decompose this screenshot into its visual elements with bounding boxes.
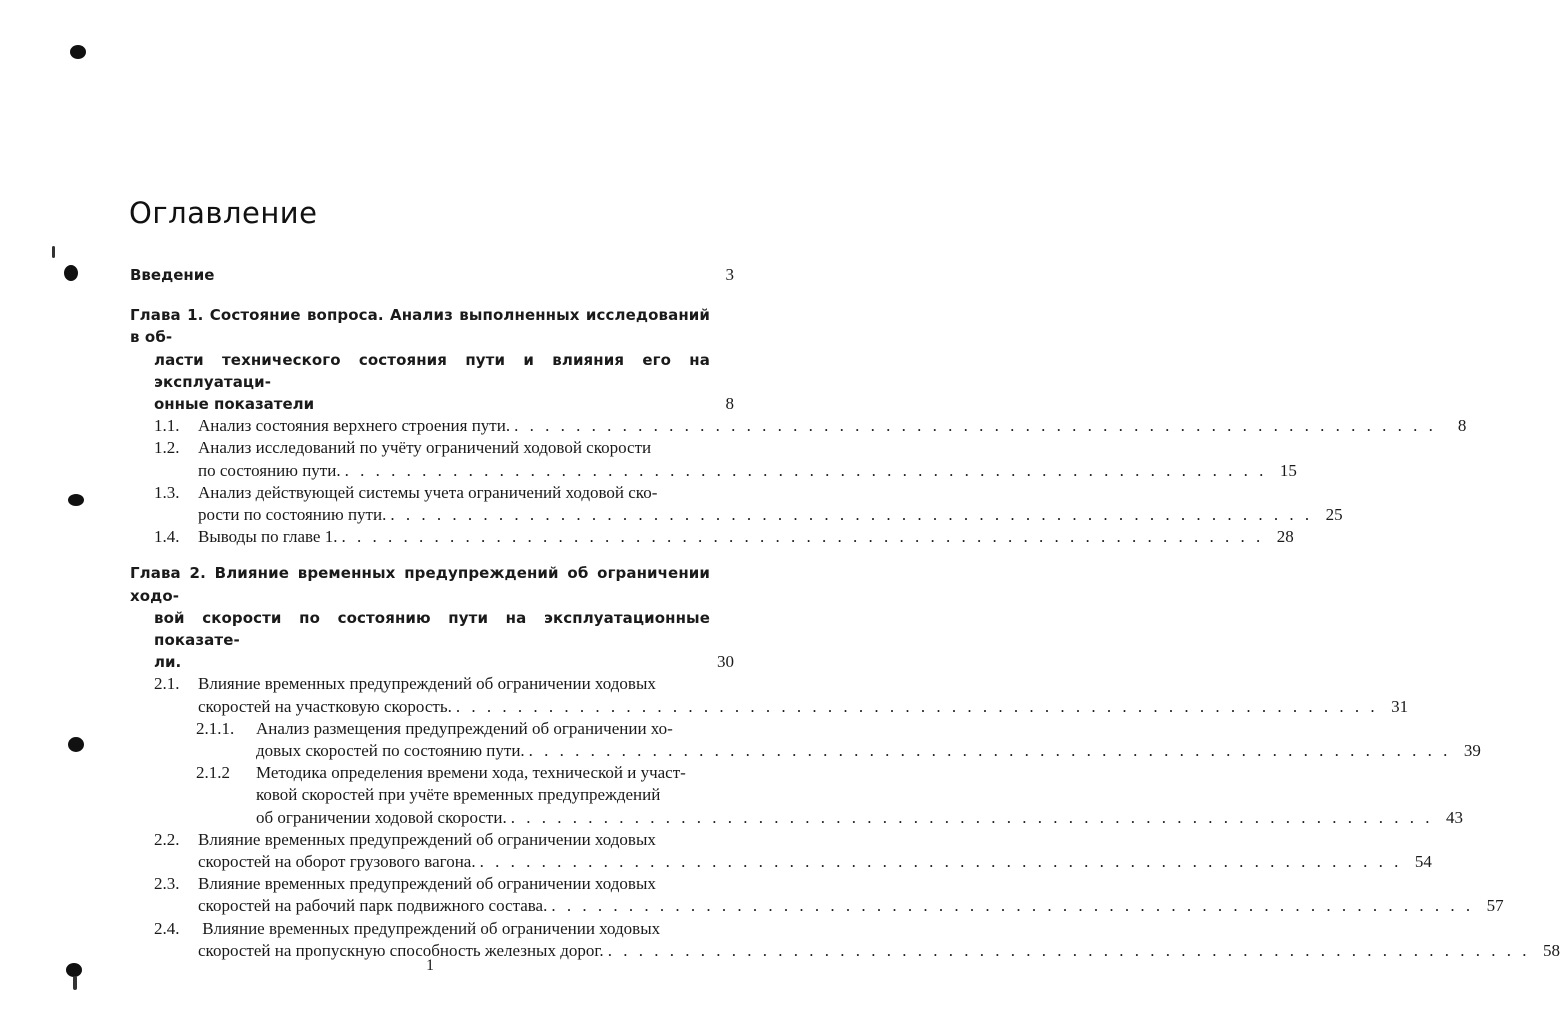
leader-dots xyxy=(345,460,1267,482)
toc-subsection-2-1-2[interactable] xyxy=(130,762,1463,829)
section-number: 2.1.1. xyxy=(196,718,235,738)
page-title: Оглавление xyxy=(129,196,318,230)
toc-page-number: 30 xyxy=(711,651,734,673)
section-title-line: Влияние временных предупреждений об ограничении ходовых xyxy=(198,674,656,694)
section-title-line: Анализ размещения предупреждений об ограничении хо- xyxy=(256,718,673,738)
section-number: 1.2. xyxy=(154,438,180,458)
section-title-line: скоростей на рабочий парк подвижного состава. xyxy=(198,896,548,916)
toc-entry-intro[interactable] xyxy=(130,264,734,286)
toc-page-number: 3 xyxy=(720,264,735,286)
section-title-line: скоростей на участковую скорость. xyxy=(198,696,452,716)
section-number: 2.1.2 xyxy=(196,763,230,783)
section-title-line: ковой скоростей при учёте временных предупреждений xyxy=(256,785,661,805)
toc-page-number: 28 xyxy=(1276,527,1294,547)
chapter-title-text: вой скорости по состоянию пути на эксплуатационные показате- xyxy=(154,608,710,650)
toc-subsection-2-1-1[interactable] xyxy=(130,718,1481,762)
chapter-title-line[interactable] xyxy=(130,393,734,415)
toc-page-number: 31 xyxy=(1391,696,1409,716)
chapter-title-text: ласти технического состояния пути и влияния его на эксплуатаци- xyxy=(154,350,710,391)
toc-section-2-1[interactable] xyxy=(130,673,1409,717)
toc-entry-label: Введение xyxy=(130,266,215,284)
chapter-title-line[interactable] xyxy=(130,651,734,673)
toc-page-number: 8 xyxy=(1457,416,1467,436)
toc-page-number: 8 xyxy=(720,393,735,415)
section-number: 1.4. xyxy=(154,527,180,547)
section-title-line: Методика определения времени хода, технической и участ- xyxy=(256,763,686,783)
toc-section-1-1[interactable] xyxy=(130,415,1467,437)
leader-dots xyxy=(341,526,1263,548)
scan-speck xyxy=(52,246,55,258)
section-title-line: Анализ состояния верхнего строения пути. xyxy=(198,416,511,436)
table-of-contents xyxy=(130,264,1560,962)
toc-chapter-2 xyxy=(130,562,1560,962)
section-number: 2.1. xyxy=(154,674,180,694)
toc-section-2-2[interactable] xyxy=(130,829,1432,873)
toc-page-number: 15 xyxy=(1279,460,1297,480)
leader-dots xyxy=(608,940,1530,962)
toc-page-number: 57 xyxy=(1486,896,1504,916)
section-title-line: Влияние временных предупреждений об ограничении ходовых xyxy=(198,918,661,938)
scan-speck xyxy=(73,976,77,990)
toc-section-2-3[interactable] xyxy=(130,873,1504,917)
section-title-line: об ограничении ходовой скорости. xyxy=(256,807,507,827)
section-number: 2.3. xyxy=(154,874,180,894)
leader-dots xyxy=(514,415,1436,437)
section-title-line: Выводы по главе 1. xyxy=(198,527,338,547)
chapter-title-line[interactable] xyxy=(130,607,734,651)
toc-page-number: 58 xyxy=(1542,940,1560,960)
punch-hole-mark xyxy=(68,494,84,506)
toc-section-2-4[interactable] xyxy=(130,918,1560,962)
leader-dots xyxy=(529,740,1451,762)
punch-hole-mark xyxy=(70,45,86,59)
chapter-title-line[interactable] xyxy=(130,562,734,606)
leader-dots xyxy=(456,696,1378,718)
leader-dots xyxy=(511,807,1433,829)
section-title-line: Влияние временных предупреждений об ограничении ходовых xyxy=(198,829,656,849)
toc-section-1-4[interactable] xyxy=(130,526,1294,548)
section-number: 2.4. xyxy=(154,918,180,938)
chapter-title-text: онные показатели xyxy=(154,395,315,414)
section-number: 2.2. xyxy=(154,829,180,849)
punch-hole-mark xyxy=(66,963,82,977)
section-title-line: рости по состоянию пути. xyxy=(198,505,387,525)
toc-page-number: 39 xyxy=(1463,741,1481,761)
toc-page-number: 25 xyxy=(1325,505,1343,525)
toc-page-number: 43 xyxy=(1445,807,1463,827)
page-number: 1 xyxy=(426,957,434,974)
section-title-line: скоростей на пропускную способность железных дорог. xyxy=(198,940,604,960)
section-title-line: довых скоростей по состоянию пути. xyxy=(256,741,525,761)
chapter-title-text: Глава 2. Влияние временных предупреждений об ограничении ходо- xyxy=(130,564,710,605)
toc-section-1-2[interactable] xyxy=(130,437,1297,481)
punch-hole-mark xyxy=(68,737,84,752)
chapter-title-line[interactable] xyxy=(130,349,734,393)
section-number: 1.1. xyxy=(154,416,180,436)
section-title-line: Анализ действующей системы учета ограничений ходовой ско- xyxy=(198,482,658,502)
section-title-line: скоростей на оборот грузового вагона. xyxy=(198,852,476,872)
leader-dots xyxy=(551,895,1473,917)
chapter-title-line[interactable] xyxy=(130,304,734,348)
leader-dots xyxy=(480,851,1402,873)
leader-dots xyxy=(390,504,1312,526)
punch-hole-mark xyxy=(64,265,78,281)
chapter-title-text: Глава 1. Состояние вопроса. Анализ выполненных исследований в об- xyxy=(130,306,710,347)
section-title-line: Влияние временных предупреждений об ограничении ходовых xyxy=(198,874,656,894)
section-title-line: Анализ исследований по учёту ограничений ходовой скорости xyxy=(198,438,652,458)
section-number: 1.3. xyxy=(154,482,180,502)
chapter-title-text: ли. xyxy=(154,653,182,672)
toc-section-1-3[interactable] xyxy=(130,482,1343,526)
toc-chapter-1 xyxy=(130,304,1467,548)
section-title-line: по состоянию пути. xyxy=(198,460,341,480)
toc-page-number: 54 xyxy=(1414,852,1432,872)
